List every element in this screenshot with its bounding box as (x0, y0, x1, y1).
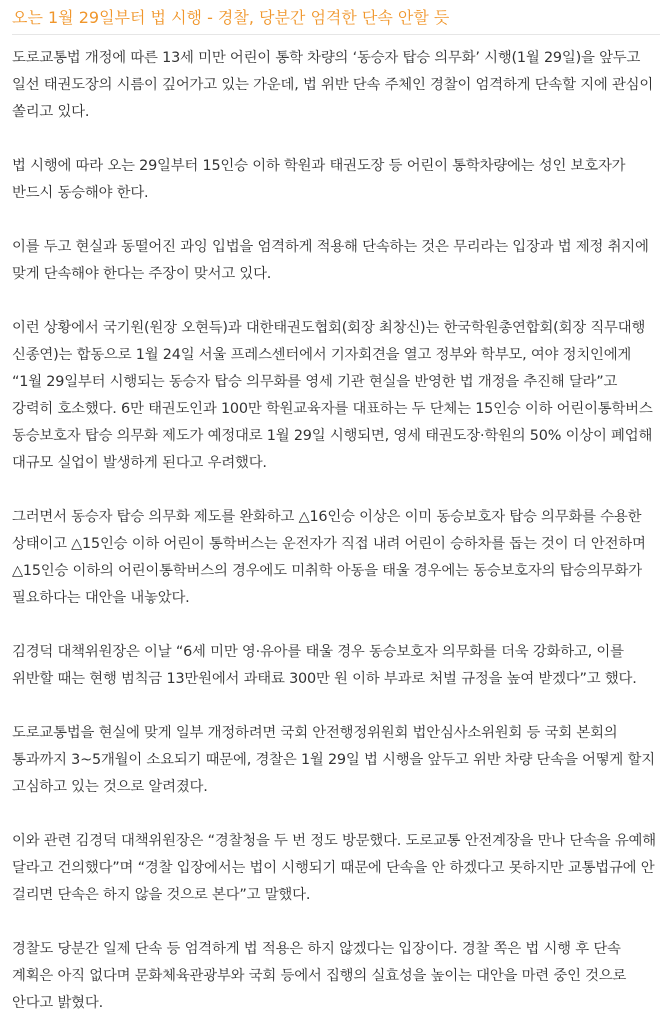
article-paragraph: 도로교통법을 현실에 맞게 일부 개정하려면 국회 안전행정위원회 법안심사소위원회 등 국회 본회의 통과까지 3~5개월이 소요되기 때문에, 경찰은 1월 29일 법 시행을 앞두고 위반 차량 단속을 어떻게 할지 고심하고 있는 것으로 알려졌다. (12, 725, 655, 795)
article-paragraph: 이를 두고 현실과 동떨어진 과잉 입법을 엄격하게 적용해 단속하는 것은 무리라는 입장과 법 제정 취지에 맞게 단속해야 한다는 주장이 맞서고 있다. (12, 239, 649, 282)
article-paragraph: 경찰도 당분간 일제 단속 등 엄격하게 법 적용은 하지 않겠다는 입장이다. 경찰 쪽은 법 시행 후 단속 계획은 아직 없다며 문화체육관광부와 국회 등에서 집행의 실효성을 높이는 대안을 마련 중인 것으로 안다고 밝혔다. (12, 941, 627, 1011)
article-paragraph: 이런 상황에서 국기원(원장 오현득)과 대한태권도협회(회장 최창신)는 한국학원총연합회(회장 직무대행 신종연)는 합동으로 1월 24일 서울 프레스센터에서 기자회견을 열고 정부와 학부모, 여야 정치인에게 “1월 29일부터 시행되는 동승자 탑승 의무화를 영세 기관 현실을 반영한 법 개정을 추진해 달라”고 강력히 호소했다. 6만 태권도인과 100만 학원교육자를 대표하는 두 단체는 15인승 이하 어린이통학버스 동승보호자 탑승 의무화 제도가 예정대로 1월 29일 시행되면, 영세 태권도장·학원의 50% 이상이 폐업해 대규모 실업이 발생하게 된다고 우려했다. (12, 320, 653, 471)
article-paragraph: 그러면서 동승자 탑승 의무화 제도를 완화하고 △16인승 이상은 이미 동승보호자 탑승 의무화를 수용한 상태이고 △15인승 이하 어린이 통학버스는 운전자가 직접 내려 어린이 승하차를 돕는 것이 더 안전하며 △15인승 이하의 어린이통학버스의 경우에도 미취학 아동을 태울 경우에는 동승보호자의 탑승의무화가 필요하다는 대안을 내놓았다. (12, 509, 646, 606)
article-headline: 오는 1월 29일부터 법 시행 - 경찰, 당분간 엄격한 단속 안할 듯 (12, 6, 660, 35)
article-paragraph: 김경덕 대책위원장은 이날 “6세 미만 영·유아를 태울 경우 동승보호자 의무화를 더욱 강화하고, 이를 위반할 때는 현행 범칙금 13만원에서 과태료 300만 원 이하 부과로 처벌 규정을 높여 받겠다”고 했다. (12, 644, 637, 687)
article-paragraph: 이와 관련 김경덕 대책위원장은 “경찰청을 두 번 정도 방문했다. 도로교통 안전계장을 만나 단속을 유예해 달라고 건의했다”며 “경찰 입장에서는 법이 시행되기 때문에 단속을 안 하겠다고 못하지만 교통법규에 안 걸리면 단속은 하지 않을 것으로 본다”고 말했다. (12, 833, 656, 903)
article-paragraph: 법 시행에 따라 오는 29일부터 15인승 이하 학원과 태권도장 등 어린이 통학차량에는 성인 보호자가 반드시 동승해야 한다. (12, 158, 626, 201)
article-paragraph: 도로교통법 개정에 따른 13세 미만 어린이 통학 차량의 ‘동승자 탑승 의무화’ 시행(1월 29일)을 앞두고 일선 태권도장의 시름이 깊어가고 있는 가운데, 법 위반 단속 주체인 경찰이 엄격하게 단속할 지에 관심이 쏠리고 있다. (12, 50, 654, 120)
